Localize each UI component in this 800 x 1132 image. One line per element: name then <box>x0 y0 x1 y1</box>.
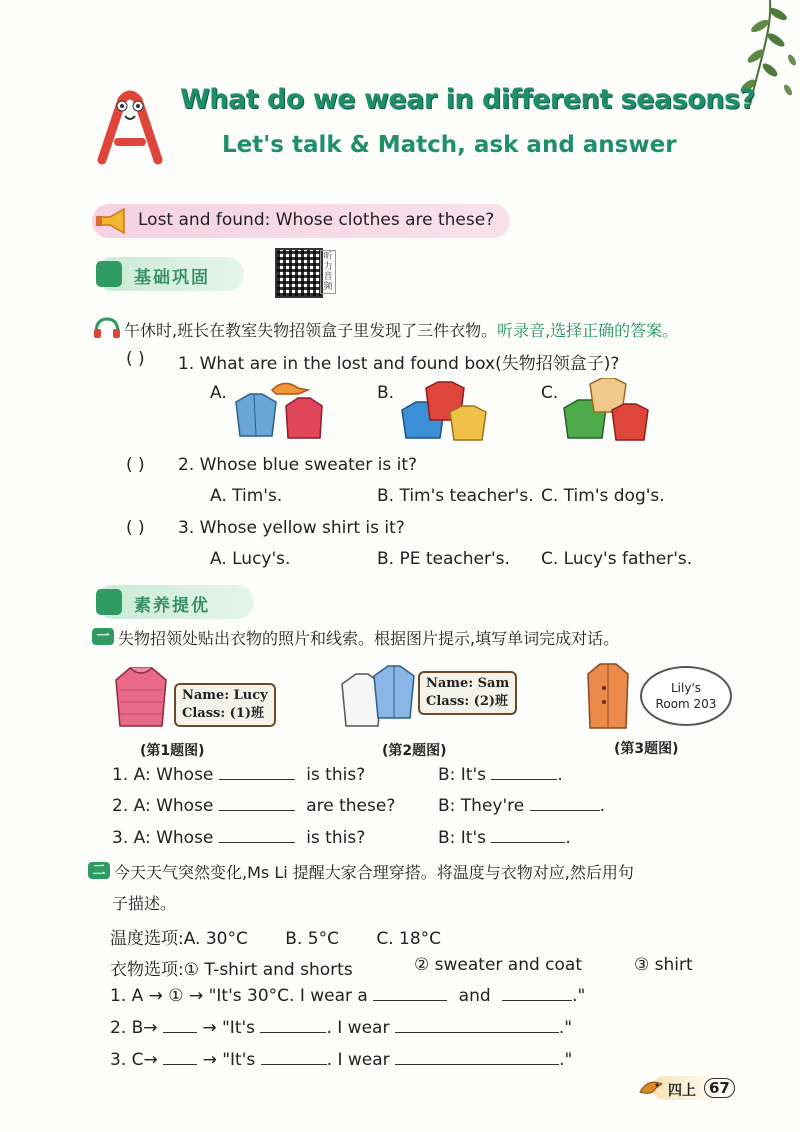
q2-option-c[interactable]: C. Tim's dog's. <box>541 486 665 506</box>
temperature-options <box>110 924 441 949</box>
q2-answer-paren[interactable]: ( ) <box>126 455 145 475</box>
dialog-a-end: is this? <box>306 765 366 785</box>
match-end: ." <box>558 1018 573 1038</box>
q1-answer-paren[interactable]: ( ) <box>126 349 145 369</box>
clothes-options <box>110 955 353 980</box>
section3-number-badge: 二 <box>88 862 110 879</box>
dialog-line-2 <box>112 796 395 816</box>
sweater-jacket-shirt-image <box>398 380 490 442</box>
dialog-a-end: are these? <box>306 796 396 816</box>
coat-sweater-jacket-image <box>560 378 652 442</box>
dialog-line-3 <box>112 828 365 848</box>
match-mid: and <box>458 986 491 1006</box>
dialog-b-start: B: They're <box>438 796 525 816</box>
match-line-3 <box>110 1050 572 1070</box>
match-mid: . I wear <box>326 1018 390 1038</box>
card-class: Class: (2)班 <box>426 694 509 709</box>
dialog-b-end: . <box>599 796 606 816</box>
match-end: ." <box>572 986 586 1006</box>
blank-input[interactable] <box>261 1050 327 1065</box>
blank-input[interactable] <box>373 986 447 1001</box>
q1-option-b[interactable]: B. <box>377 383 395 403</box>
blank-input[interactable] <box>491 828 565 843</box>
clothes-option-3: ③ shirt <box>634 955 693 975</box>
temp-option-c: C. 18°C <box>376 929 442 949</box>
blank-input[interactable] <box>163 1050 197 1065</box>
name-card-lucy <box>174 683 276 727</box>
caption-1: (第1题图) <box>140 743 205 759</box>
section2-instruction: 失物招领处贴出衣物的照片和线索。根据图片提示,填写单词完成对话。 <box>118 629 620 648</box>
q1-option-c[interactable]: C. <box>541 383 559 403</box>
section1-instruction <box>124 318 678 341</box>
bubble-line-1: Lily's <box>670 681 701 695</box>
match-line-2 <box>110 1018 572 1038</box>
jacket-cap-coat-image <box>232 380 327 440</box>
match-arrow: → "It's <box>202 1018 256 1038</box>
match-mid: . I wear <box>326 1050 390 1070</box>
match-arrow: → "It's <box>202 1050 256 1070</box>
dialog-reply-2 <box>438 796 605 816</box>
dialog-line-1 <box>112 765 365 785</box>
match-pre: 2. B→ <box>110 1018 158 1038</box>
bubble-line-2: Room 203 <box>655 697 717 711</box>
headphones-icon <box>92 315 122 339</box>
footer-grade: 四上 <box>668 1083 696 1099</box>
letter-a-mascot-icon <box>90 86 170 166</box>
match-line-1 <box>110 986 585 1006</box>
clothes-option-2: ② sweater and coat <box>414 955 583 975</box>
blank-input[interactable] <box>530 796 600 811</box>
dialog-b-start: B: It's <box>438 765 487 785</box>
match-pre: 1. A → ① → "It's 30°C. I wear a <box>110 986 368 1006</box>
thought-bubble <box>640 666 732 726</box>
caption-3: (第3题图) <box>614 741 679 757</box>
page-number: 67 <box>704 1078 735 1098</box>
blank-input[interactable] <box>163 1018 197 1033</box>
q3-option-b[interactable]: B. PE teacher's. <box>377 549 510 569</box>
dialog-a-start: 2. A: Whose <box>112 796 214 816</box>
bird-icon <box>636 1074 666 1100</box>
dialog-a-end: is this? <box>306 828 366 848</box>
q2-option-a[interactable]: A. Tim's. <box>210 486 283 506</box>
blank-input[interactable] <box>219 765 295 780</box>
qr-code-icon[interactable] <box>275 248 323 298</box>
section-basic-label: 基础巩固 <box>134 268 210 288</box>
instruction-highlight: 听录音,选择正确的答案。 <box>497 321 679 340</box>
topic-banner-text: Lost and found: Whose clothes are these? <box>138 210 495 230</box>
dialog-b-end: . <box>557 765 563 785</box>
section3-instruction-1: 今天天气突然变化,Ms Li 提醒大家合理穿搭。将温度与衣物对应,然后用句 <box>114 863 634 882</box>
pink-sweater-image <box>110 660 172 728</box>
q2-text: 2. Whose blue sweater is it? <box>178 455 418 475</box>
blank-input[interactable] <box>395 1018 559 1033</box>
q1-option-a[interactable]: A. <box>210 383 227 403</box>
q3-option-c[interactable]: C. Lucy's father's. <box>541 549 693 569</box>
dialog-b-start: B: It's <box>438 828 487 848</box>
clothes-option-1: 衣物选项:① T-shirt and shorts <box>110 960 353 980</box>
q1-text: 1. What are in the lost and found box(失物招领盒子)? <box>178 354 620 374</box>
section-improve-label: 素养提优 <box>134 596 210 616</box>
caption-2: (第2题图) <box>382 743 447 759</box>
blank-input[interactable] <box>502 986 572 1001</box>
section2-number-badge: 一 <box>92 628 114 645</box>
name-card-sam <box>418 671 517 715</box>
match-pre: 3. C→ <box>110 1050 158 1070</box>
shirts-image <box>338 662 420 728</box>
dialog-a-start: 3. A: Whose <box>112 828 214 848</box>
blank-input[interactable] <box>260 1018 326 1033</box>
notebook-icon <box>96 261 122 287</box>
q3-option-a[interactable]: A. Lucy's. <box>210 549 291 569</box>
temp-option-b: B. 5°C <box>285 929 339 949</box>
dialog-reply-3 <box>438 828 571 848</box>
instruction-text: 午休时,班长在教室失物招领盒子里发现了三件衣物。 <box>124 321 498 340</box>
page-title: What do we wear in different seasons? <box>180 84 755 115</box>
section3-instruction-2: 子描述。 <box>112 894 177 913</box>
megaphone-icon <box>94 206 132 236</box>
orange-coat-image <box>580 658 636 730</box>
card-name: Name: Lucy <box>182 688 268 703</box>
blank-input[interactable] <box>491 765 557 780</box>
blank-input[interactable] <box>395 1050 559 1065</box>
q3-text: 3. Whose yellow shirt is it? <box>178 518 405 538</box>
trophy-icon <box>96 589 122 615</box>
page-subtitle: Let's talk & Match, ask and answer <box>222 132 677 158</box>
q2-option-b[interactable]: B. Tim's teacher's. <box>377 486 534 506</box>
match-end: ." <box>559 1050 573 1070</box>
dialog-a-start: 1. A: Whose <box>112 765 214 785</box>
blank-input[interactable] <box>219 828 295 843</box>
dialog-b-end: . <box>565 828 571 848</box>
card-class: Class: (1)班 <box>182 706 265 721</box>
dialog-reply-1 <box>438 765 563 785</box>
q3-answer-paren[interactable]: ( ) <box>126 518 145 538</box>
audio-label: 听力音频 <box>320 250 336 294</box>
temp-option-a: 温度选项:A. 30°C <box>110 929 248 949</box>
card-name: Name: Sam <box>426 676 510 691</box>
blank-input[interactable] <box>219 796 295 811</box>
